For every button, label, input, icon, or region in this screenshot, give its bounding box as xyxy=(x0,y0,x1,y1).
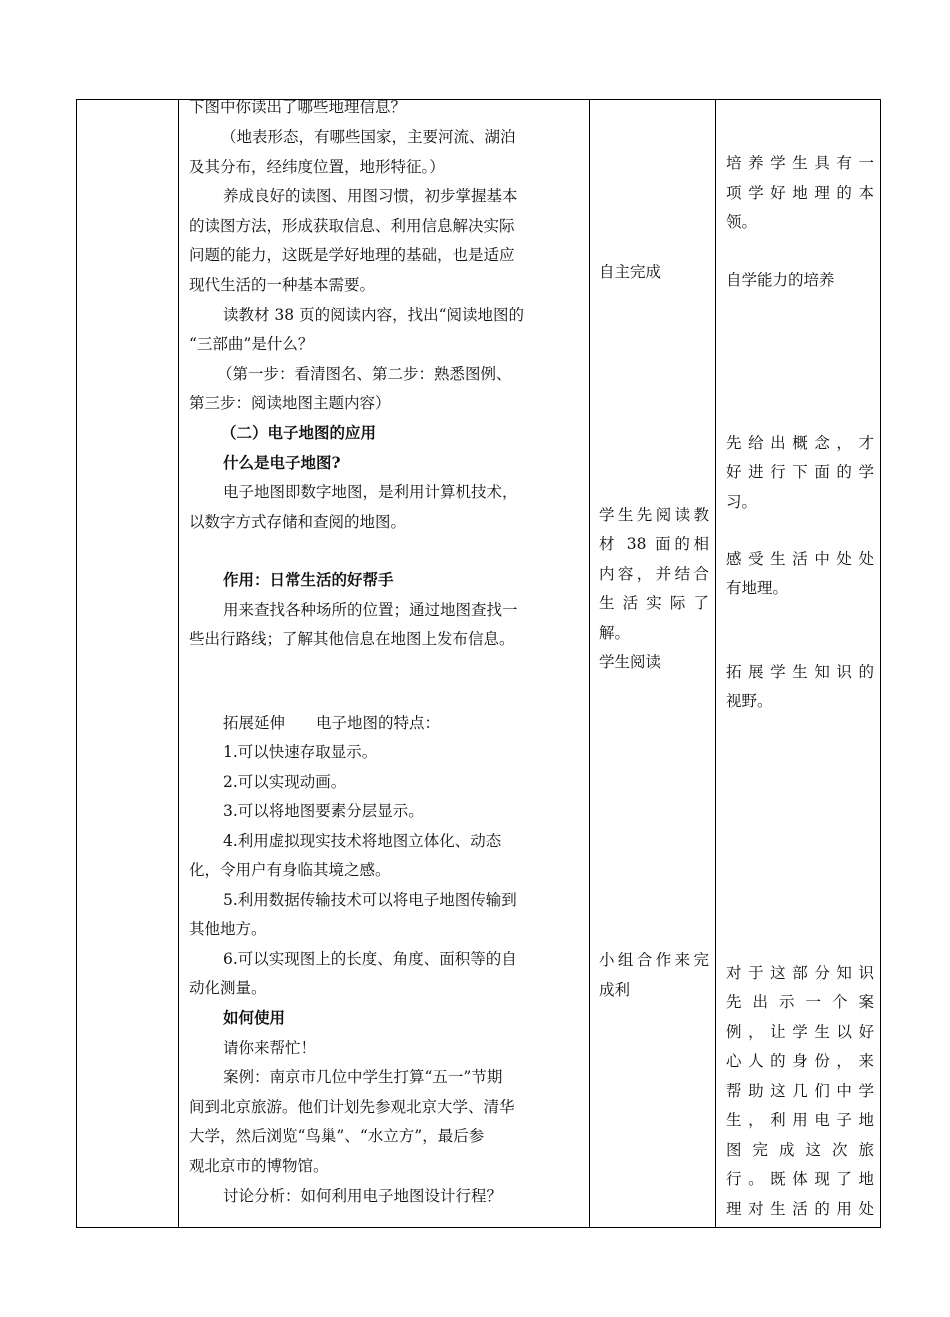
content-line: 用来查找各种场所的位置；通过地图查找一 xyxy=(223,601,518,619)
content-line: 讨论分析：如何利用电子地图设计行程？ xyxy=(223,1187,503,1205)
subsection-heading: 作用：日常生活的好帮手 xyxy=(223,570,394,589)
list-item: 2.可以实现动画。 xyxy=(223,773,347,791)
intent-line: 先出示一个案 xyxy=(726,993,874,1011)
intent-line: 视野。 xyxy=(726,692,773,710)
content-line: 的读图方法，形成获取信息、利用信息解决实际 xyxy=(189,217,515,235)
intent-line: 拓展学生知识的 xyxy=(726,663,874,681)
content-line: 电子地图即数字地图，是利用计算机技术， xyxy=(223,483,518,501)
content-line: 些出行路线；了解其他信息在地图上发布信息。 xyxy=(189,630,515,648)
list-item: 3.可以将地图要素分层显示。 xyxy=(223,802,424,820)
content-line: 请你来帮忙！ xyxy=(223,1039,317,1057)
content-line: “三部曲”是什么？ xyxy=(189,335,314,353)
intent-line: 先给出概念，才 xyxy=(726,434,874,452)
content-line: 第三步：阅读地图主题内容） xyxy=(189,394,391,412)
content-line: 案例：南京市几位中学生打算“五一”节期 xyxy=(223,1068,503,1086)
intent-line: 感受生活中处处 xyxy=(726,550,874,568)
list-item: 其他地方。 xyxy=(189,920,267,938)
intent-line: 领。 xyxy=(726,213,758,231)
content-line: （地表形态，有哪些国家，主要河流、湖泊 xyxy=(221,128,516,146)
intent-line: 项学好地理的本 xyxy=(726,184,874,202)
intent-line: 自学能力的培养 xyxy=(726,271,835,289)
content-line: 现代生活的一种基本需要。 xyxy=(189,276,376,294)
intent-line: 有地理。 xyxy=(726,579,789,597)
intent-line: 帮助这几们中学 xyxy=(726,1082,874,1100)
list-item: 5.利用数据传输技术可以将电子地图传输到 xyxy=(223,891,517,909)
content-line: （第一步：看清图名、第二步：熟悉图例、 xyxy=(217,365,512,383)
blank-column-cell xyxy=(77,100,179,1228)
activity-line: 学生先阅读教 xyxy=(599,506,709,524)
activity-line: 生活实际了 xyxy=(599,594,709,612)
intent-line: 生，利用电子地 xyxy=(726,1111,874,1129)
subsection-heading: 什么是电子地图? xyxy=(223,453,341,472)
list-item: 4.利用虚拟现实技术将地图立体化、动态 xyxy=(223,832,502,850)
content-line: 间到北京旅游。他们计划先参观北京大学、清华 xyxy=(189,1098,515,1116)
activity-line: 成利 xyxy=(599,981,631,999)
content-line: 大学，然后浏览“鸟巢”、“水立方”，最后参 xyxy=(189,1127,485,1145)
design-intent-cell xyxy=(716,100,881,1228)
teaching-content-cell xyxy=(179,100,590,1228)
subsection-heading: 如何使用 xyxy=(223,1008,286,1027)
activity-line: 小组合作来完 xyxy=(599,951,709,969)
content-line: 下图中你读出了哪些地理信息？ xyxy=(189,98,407,116)
intent-line: 心人的身份，来 xyxy=(726,1052,874,1070)
intent-line: 行。既体现了地 xyxy=(726,1170,874,1188)
intent-line: 习。 xyxy=(726,493,758,511)
activity-line: 学生阅读 xyxy=(599,653,662,671)
activity-line: 自主完成 xyxy=(599,263,662,281)
section-heading: （二）电子地图的应用 xyxy=(221,423,377,442)
activity-line: 解。 xyxy=(599,624,631,642)
content-line: 拓展延伸 电子地图的特点： xyxy=(223,714,441,732)
list-item: 6.可以实现图上的长度、角度、面积等的自 xyxy=(223,950,517,968)
list-item: 动化测量。 xyxy=(189,979,267,997)
intent-line: 培养学生具有一 xyxy=(726,154,874,172)
intent-line: 理对生活的用处 xyxy=(726,1200,874,1218)
list-item: 化，令用户有身临其境之感。 xyxy=(189,861,391,879)
student-activity-cell xyxy=(590,100,716,1228)
activity-line: 内容，并结合 xyxy=(599,565,709,583)
intent-line: 图完成这次旅 xyxy=(726,1141,874,1159)
activity-line: 材 38 面的相 xyxy=(599,535,709,553)
content-line: 及其分布，经纬度位置，地形特征。） xyxy=(189,158,445,176)
content-line: 问题的能力，这既是学好地理的基础，也是适应 xyxy=(189,246,515,264)
content-line: 观北京市的博物馆。 xyxy=(189,1157,329,1175)
intent-line: 好进行下面的学 xyxy=(726,463,874,481)
intent-line: 对于这部分知识 xyxy=(726,964,874,982)
content-line: 以数字方式存储和查阅的地图。 xyxy=(189,513,407,531)
lesson-plan-table xyxy=(76,99,881,1228)
intent-line: 例，让学生以好 xyxy=(726,1023,874,1041)
list-item: 1.可以快速存取显示。 xyxy=(223,743,378,761)
content-line: 养成良好的读图、用图习惯，初步掌握基本 xyxy=(223,187,518,205)
content-line: 读教材 38 页的阅读内容，找出“阅读地图的 xyxy=(223,306,525,324)
